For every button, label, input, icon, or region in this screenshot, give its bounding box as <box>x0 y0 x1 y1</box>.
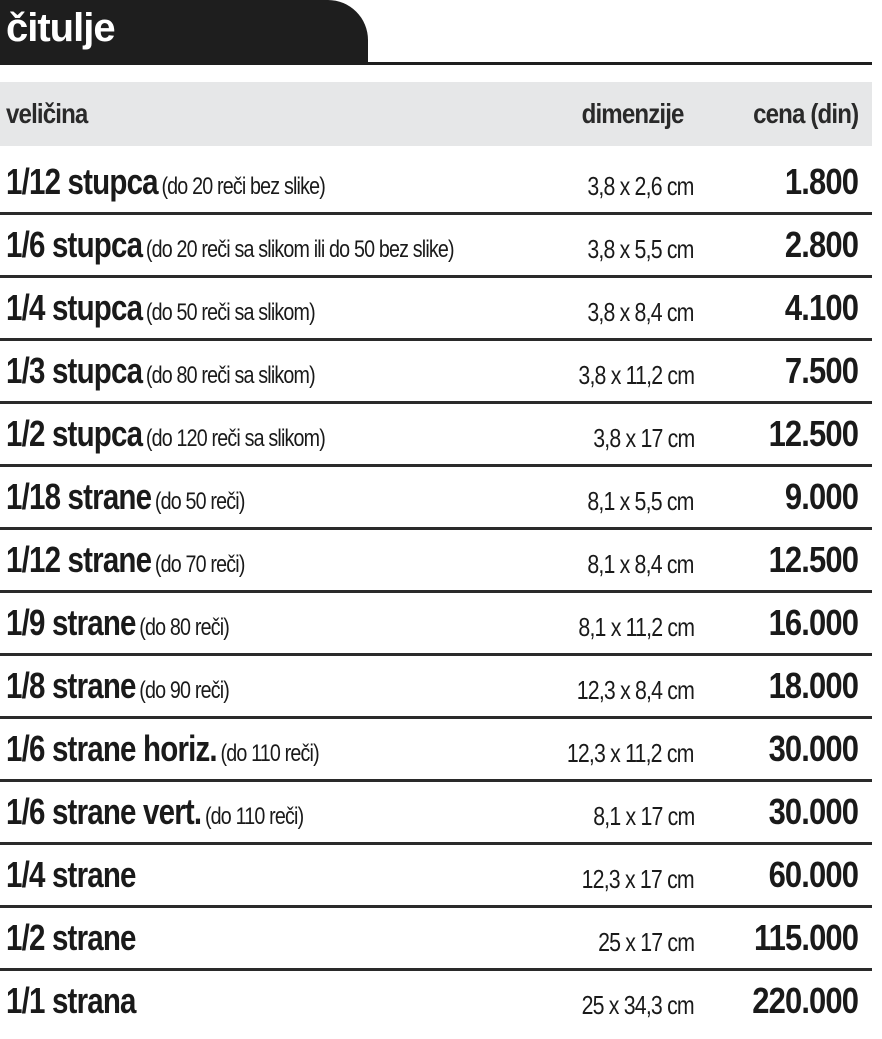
size-note: (do 50 reči sa slikom) <box>145 299 315 326</box>
size-note: (do 120 reči sa slikom) <box>145 425 325 452</box>
size-label: 1/12 strane <box>6 539 152 580</box>
price-cell: 7.500 <box>784 350 858 391</box>
size-label: 1/2 strane <box>6 917 136 958</box>
dimensions-cell: 3,8 x 2,6 cm <box>587 171 694 201</box>
table-row <box>0 845 872 908</box>
dimensions-cell: 25 x 34,3 cm <box>581 990 694 1020</box>
dimensions-cell: 3,8 x 17 cm <box>592 423 694 453</box>
header-divider <box>0 62 872 65</box>
size-note: (do 90 reči) <box>139 677 230 704</box>
table-row <box>0 404 872 467</box>
price-cell: 220.000 <box>752 980 858 1021</box>
table-row <box>0 152 872 215</box>
size-label: 1/2 stupca <box>6 413 143 454</box>
dimensions-cell: 25 x 17 cm <box>597 927 694 957</box>
price-cell: 4.100 <box>784 287 858 328</box>
size-label: 1/9 strane <box>6 602 136 643</box>
dimensions-cell: 8,1 x 17 cm <box>592 801 694 831</box>
price-cell: 16.000 <box>768 602 858 643</box>
size-note: (do 20 reči bez slike) <box>161 173 325 200</box>
price-cell: 9.000 <box>784 476 858 517</box>
dimensions-cell: 8,1 x 11,2 cm <box>578 612 694 642</box>
size-note: (do 80 reči) <box>139 614 230 641</box>
price-cell: 1.800 <box>784 161 858 202</box>
dimensions-cell: 8,1 x 5,5 cm <box>587 486 694 516</box>
size-label: 1/1 strana <box>6 980 136 1021</box>
table-row <box>0 908 872 971</box>
size-note: (do 50 reči) <box>154 488 245 515</box>
size-cell <box>6 467 245 535</box>
dimensions-cell: 12,3 x 11,2 cm <box>567 738 694 768</box>
dimensions-cell: 3,8 x 8,4 cm <box>587 297 694 327</box>
size-cell <box>6 845 136 913</box>
price-cell: 115.000 <box>753 917 858 958</box>
column-header-price: cena (din) <box>752 98 858 129</box>
size-label: 1/6 strane horiz. <box>6 728 217 769</box>
price-cell: 2.800 <box>784 224 858 265</box>
size-label: 1/12 stupca <box>6 161 158 202</box>
size-label: 1/6 stupca <box>6 224 143 265</box>
dimensions-cell: 3,8 x 5,5 cm <box>587 234 694 264</box>
size-label: 1/6 strane vert. <box>6 791 202 832</box>
size-cell <box>6 971 136 1039</box>
table-row <box>0 719 872 782</box>
table-row <box>0 341 872 404</box>
size-cell <box>6 593 229 661</box>
size-label: 1/4 stupca <box>6 287 143 328</box>
size-label: 1/18 strane <box>6 476 152 517</box>
price-cell: 18.000 <box>768 665 858 706</box>
price-cell: 30.000 <box>768 791 858 832</box>
size-cell <box>6 341 315 409</box>
size-cell <box>6 782 303 850</box>
table-row <box>0 782 872 845</box>
size-note: (do 20 reči sa slikom ili do 50 bez slike) <box>145 236 454 263</box>
size-cell <box>6 719 319 787</box>
column-header-size: veličina <box>6 98 88 129</box>
size-cell <box>6 278 315 346</box>
size-label: 1/8 strane <box>6 665 136 706</box>
table-row <box>0 467 872 530</box>
table-row <box>0 593 872 656</box>
dimensions-cell: 12,3 x 17 cm <box>581 864 694 894</box>
price-cell: 12.500 <box>768 539 858 580</box>
section-title: čitulje <box>6 6 115 50</box>
size-note: (do 70 reči) <box>154 551 245 578</box>
size-cell <box>6 908 136 976</box>
size-note: (do 110 reči) <box>204 803 304 830</box>
dimensions-cell: 12,3 x 8,4 cm <box>576 675 694 705</box>
size-cell <box>6 656 229 724</box>
size-note: (do 110 reči) <box>220 740 319 767</box>
table-row <box>0 215 872 278</box>
price-cell: 60.000 <box>768 854 858 895</box>
size-label: 1/4 strane <box>6 854 136 895</box>
table-row <box>0 530 872 593</box>
table-row <box>0 656 872 719</box>
price-cell: 30.000 <box>768 728 858 769</box>
price-cell: 12.500 <box>768 413 858 454</box>
size-note: (do 80 reči sa slikom) <box>145 362 315 389</box>
dimensions-cell: 3,8 x 11,2 cm <box>578 360 694 390</box>
size-cell <box>6 152 325 220</box>
column-header-dimensions: dimenzije <box>582 98 684 129</box>
table-row <box>0 971 872 1031</box>
size-cell <box>6 530 245 598</box>
size-label: 1/3 stupca <box>6 350 143 391</box>
table-header <box>0 82 872 146</box>
section-header-tab <box>0 0 368 62</box>
size-cell <box>6 404 325 472</box>
price-table <box>0 152 872 1031</box>
size-cell <box>6 215 454 283</box>
dimensions-cell: 8,1 x 8,4 cm <box>587 549 694 579</box>
table-row <box>0 278 872 341</box>
